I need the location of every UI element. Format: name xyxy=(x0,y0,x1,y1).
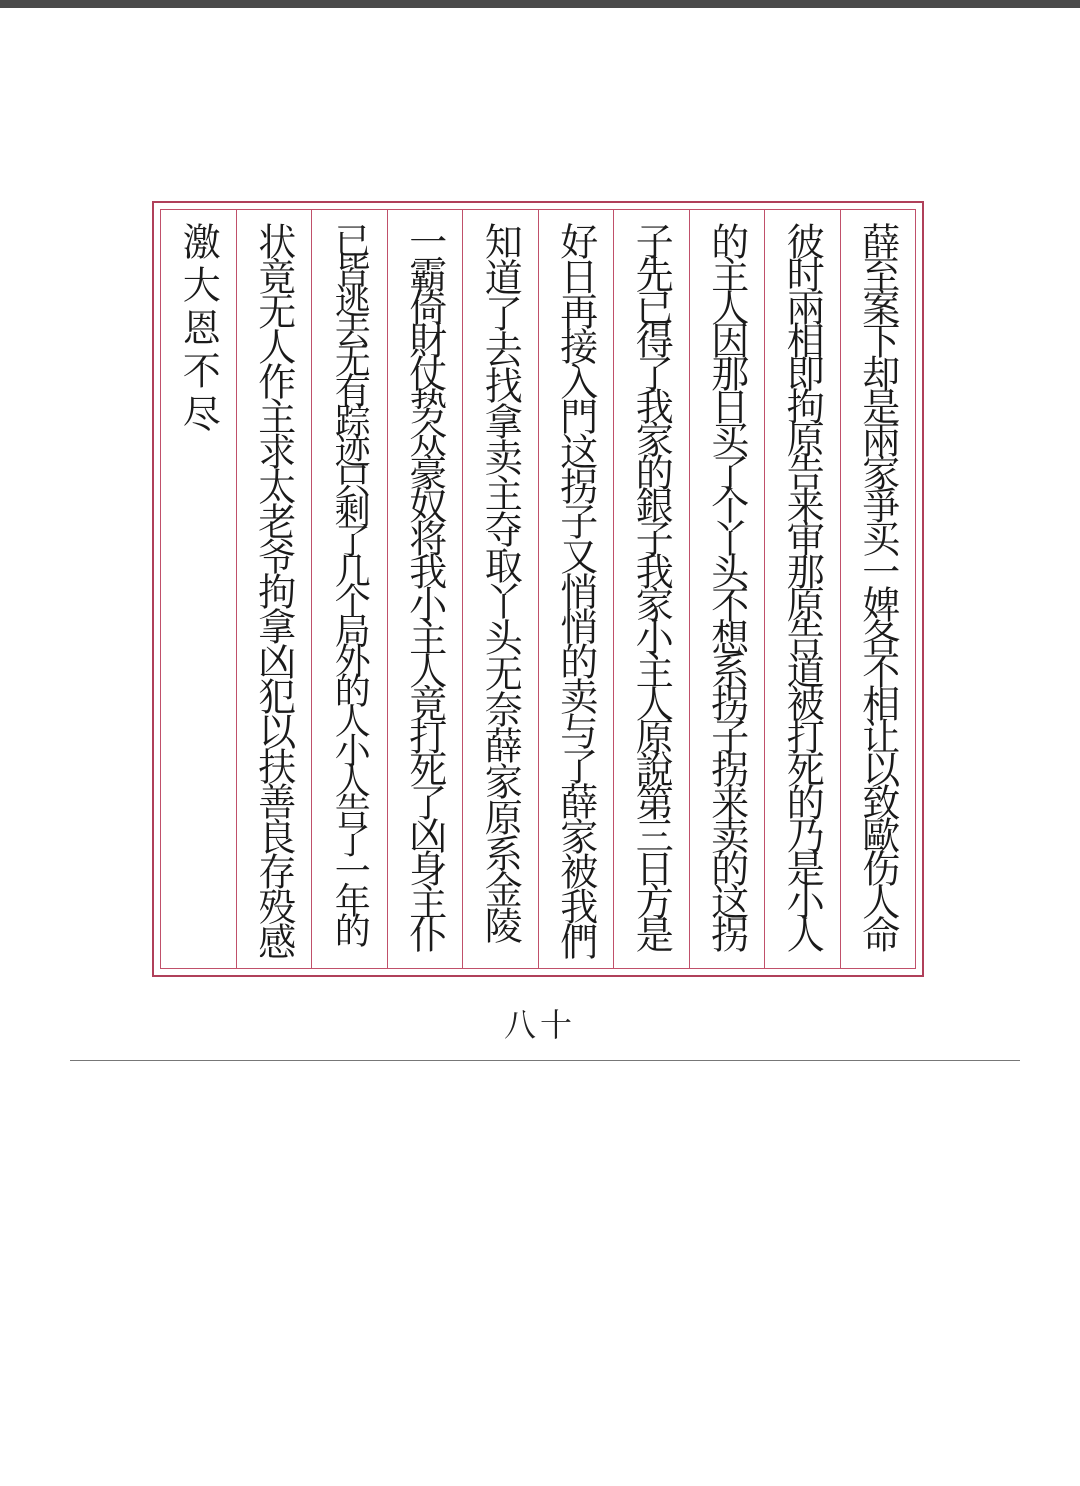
text-column-6 xyxy=(462,210,538,968)
column-text-2: 彼时兩相即拘原告来审那原告道被打死的乃是小人 xyxy=(780,222,825,948)
column-text-1: 薛至案下却是兩家爭买一婢各不相让以致歐伤人命 xyxy=(855,222,900,948)
bottom-rule xyxy=(70,1060,1020,1061)
text-column-2 xyxy=(764,210,840,968)
text-column-1 xyxy=(840,210,916,968)
manuscript-frame xyxy=(152,201,924,977)
column-text-7: 一霸倚財仗势众豪奴将我小主人竟打死了凶身主仆 xyxy=(402,222,447,948)
column-text-5: 好日再接入門这拐子又悄悄的卖与了薛家被我們 xyxy=(553,222,598,957)
column-text-6: 知道了去找拿卖主夺取丫头无奈薛家原系金陵 xyxy=(478,222,523,942)
scan-top-edge xyxy=(0,0,1080,8)
column-text-10: 激大恩不尽 xyxy=(176,222,221,437)
column-text-9: 状竟无人作主求太老爷拘拿凶犯以扶善良存殁感 xyxy=(251,222,296,957)
text-column-3 xyxy=(689,210,765,968)
column-text-4: 子先已得了我家的銀子我家小主人原說第三日方是 xyxy=(629,222,674,948)
text-column-4 xyxy=(613,210,689,968)
text-column-10 xyxy=(161,210,236,968)
column-text-8: 已皆逃去无有踪迹只剩了几个局外的人小人告了一年的 xyxy=(329,222,371,942)
manuscript-grid xyxy=(160,209,916,969)
text-column-7 xyxy=(387,210,463,968)
column-text-3: 的主人因那日买了个丫头不想系拐子拐来卖的这拐 xyxy=(704,222,749,948)
text-column-8 xyxy=(311,210,387,968)
text-column-5 xyxy=(538,210,614,968)
page-number: 八十 xyxy=(503,1006,576,1044)
text-column-9 xyxy=(236,210,312,968)
